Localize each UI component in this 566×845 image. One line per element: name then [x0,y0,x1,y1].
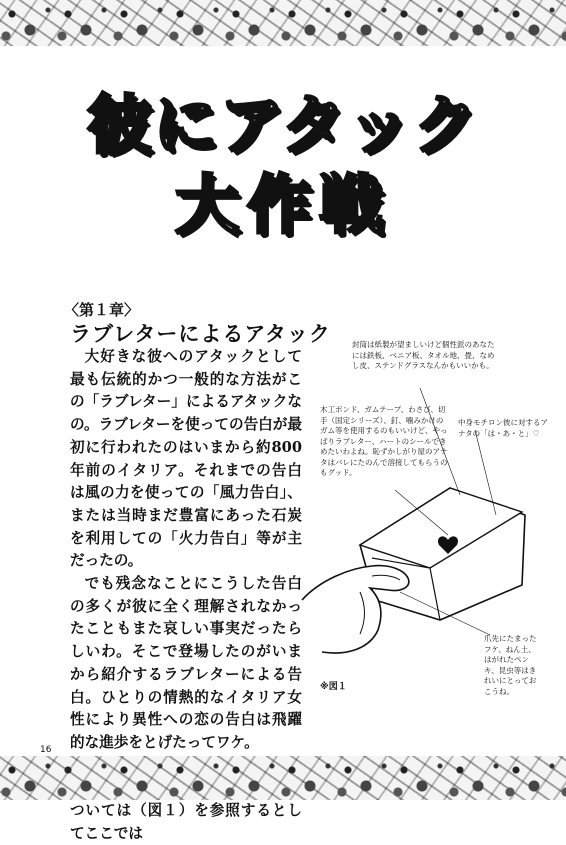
chapter-heading: ラブレターによるアタック [70,321,331,346]
page-title-line-2: 大作戦 [175,169,391,243]
note-seal: 木工ボンド、ガムテープ、わさび、切手（国定シリーズ）、釘、噛みかけのガム等を使用するのもいいけど、やっぱりラブレター、ハートのシールできめたいわよね。恥ずかしがり屋のアナタはバレにたのんで溶接してもらうのもグッド。 [320,405,448,477]
decorative-border-top [0,0,566,46]
note-fingernails: 爪先にたまったフケ、ねん土、はがれたペンキ、昆虫等はきれいにとっておこうね。 [484,634,537,696]
body-paragraph-2: でも残念なことにこうした告白の多くが彼に全く理解されなかったこともまた哀しい事実だったらしいわ。そこで登場したのがいまから紹介するラブレターによる告白。ひとりの情熱的なイタリア女性により異性への恋の告白は飛躍的な進歩をとげたってワケ。 [70,575,302,751]
chapter-label: 〈第１章〉 [64,301,140,319]
note-content: 中身モチロン彼に対するアナタの「は・あ・と」♡ [458,418,548,438]
page-title-line-1: 彼にアタック [87,89,479,163]
figure-caption: ※図１ [320,682,347,692]
hand-icon [302,566,409,653]
page-number: 16 [40,745,52,755]
body-paragraph-3: ついては（図１）を参照するとしてここでは [70,802,302,842]
body-paragraph-1: 大好きな彼へのアタックとして最も伝統的かつ一般的な方法がこの「ラブレター」によるアタックなの。ラブレターを使っての告白が最初に行われたのはいまから約800年前のイタリア。それまでの告白は風の力を使っての「風力告白」、または当時まだ豊富にあった石炭を利用しての「火力告白」等が主だったの。 [70,348,302,570]
decorative-border-bottom [0,756,566,800]
note-envelope-material: 封筒は紙製が望ましいけど個性派のあなたには鉄板、ベニア板、タオル地、畳、なめし皮、ステンドグラスなんかもいいかも。 [352,340,495,370]
envelope-hand-illustration [300,330,566,680]
